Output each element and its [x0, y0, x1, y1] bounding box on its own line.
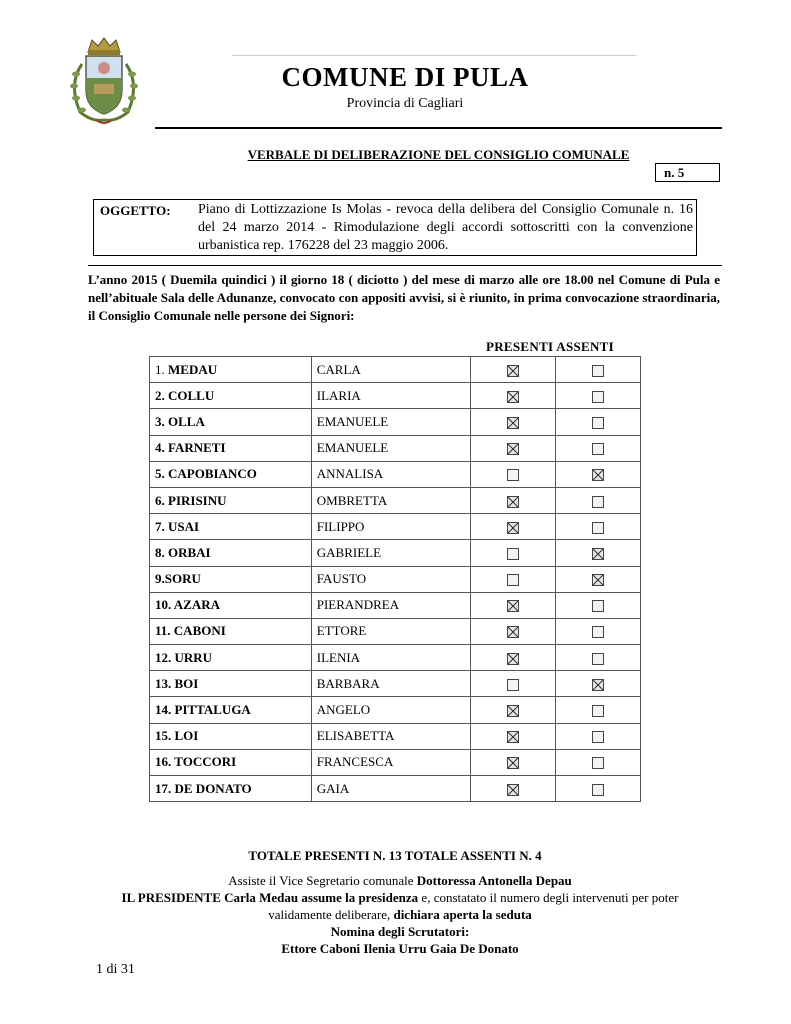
- present-cell: [471, 618, 556, 644]
- councillor-surname: [150, 383, 312, 409]
- absent-cell: [556, 618, 641, 644]
- present-cell: [471, 514, 556, 540]
- present-checkbox[interactable]: [507, 417, 519, 429]
- absent-cell: [556, 383, 641, 409]
- councillor-number: 9.: [155, 571, 165, 587]
- present-cell: [471, 357, 556, 383]
- present-checkbox[interactable]: [507, 784, 519, 796]
- present-checkbox[interactable]: [507, 496, 519, 508]
- absent-checkbox[interactable]: [592, 626, 604, 638]
- absent-checkbox[interactable]: [592, 548, 604, 560]
- surname-text: OLLA: [168, 413, 205, 429]
- surname-text: MEDAU: [168, 361, 218, 377]
- present-cell: [471, 671, 556, 697]
- table-row: [150, 618, 641, 644]
- present-cell: [471, 383, 556, 409]
- document-heading: VERBALE DI DELIBERAZIONE DEL CONSIGLIO COMUNALE: [247, 147, 630, 162]
- table-row: [150, 645, 641, 671]
- absent-cell: [556, 487, 641, 513]
- councillor-firstname: ILARIA: [311, 383, 471, 409]
- table-row: [150, 409, 641, 435]
- present-cell: [471, 540, 556, 566]
- secretary-line: [90, 872, 710, 889]
- councillor-surname: [150, 357, 312, 383]
- present-cell: [471, 566, 556, 592]
- absent-checkbox[interactable]: [592, 443, 604, 455]
- subject-text: Piano di Lottizzazione Is Molas - revoca della delibera del Consiglio Comunale n. 16 del 24 marzo 2014 - Rimodulazione degli accordi sottoscritti con la convenzione urbanistica rep. 176228 del 23 maggio 2006.: [198, 202, 693, 253]
- absent-checkbox[interactable]: [592, 679, 604, 691]
- president-line: [90, 889, 710, 923]
- page-number: 1 di 31: [96, 962, 135, 977]
- absent-cell: [556, 592, 641, 618]
- councillor-number: 12.: [155, 649, 175, 665]
- councillor-number: 14.: [155, 702, 175, 718]
- surname-text: BOI: [174, 675, 199, 691]
- surname-text: USAI: [168, 518, 200, 534]
- surname-text: URRU: [174, 649, 213, 665]
- table-row: [150, 435, 641, 461]
- session-notes: [90, 872, 710, 957]
- absent-cell: [556, 566, 641, 592]
- absent-checkbox[interactable]: [592, 757, 604, 769]
- table-row: [150, 723, 641, 749]
- councillor-firstname: ANGELO: [311, 697, 471, 723]
- table-row: [150, 776, 641, 802]
- councillor-firstname: ANNALISA: [311, 461, 471, 487]
- present-checkbox[interactable]: [507, 548, 519, 560]
- surname-text: ORBAI: [168, 544, 211, 560]
- present-checkbox[interactable]: [507, 653, 519, 665]
- scrutineers-names: Ettore Caboni Ilenia Urru Gaia De Donato: [281, 941, 519, 956]
- absent-checkbox[interactable]: [592, 469, 604, 481]
- councillor-firstname: ETTORE: [311, 618, 471, 644]
- surname-text: DE DONATO: [174, 780, 252, 796]
- councillor-number: 10.: [155, 597, 174, 613]
- present-cell: [471, 645, 556, 671]
- councillor-firstname: EMANUELE: [311, 409, 471, 435]
- absent-checkbox[interactable]: [592, 653, 604, 665]
- surname-text: LOI: [174, 728, 199, 744]
- surname-text: CABONI: [173, 623, 226, 639]
- table-row: [150, 540, 641, 566]
- councillor-surname: [150, 749, 312, 775]
- present-checkbox[interactable]: [507, 757, 519, 769]
- absent-checkbox[interactable]: [592, 391, 604, 403]
- councillor-firstname: GAIA: [311, 776, 471, 802]
- present-checkbox[interactable]: [507, 626, 519, 638]
- table-row: [150, 749, 641, 775]
- secretary-intro: Assiste il Vice Segretario comunale: [228, 873, 417, 888]
- absent-cell: [556, 645, 641, 671]
- councillor-number: 4.: [155, 440, 168, 456]
- councillor-surname: [150, 618, 312, 644]
- table-row: [150, 671, 641, 697]
- present-cell: [471, 487, 556, 513]
- surname-text: TOCCORI: [174, 754, 237, 770]
- councillor-surname: [150, 697, 312, 723]
- councillor-number: 5.: [155, 466, 168, 482]
- province-subtitle: Provincia di Cagliari: [346, 96, 464, 111]
- header-divider: [155, 127, 722, 129]
- absent-checkbox[interactable]: [592, 417, 604, 429]
- councillor-firstname: CARLA: [311, 357, 471, 383]
- councillor-number: 15.: [155, 728, 175, 744]
- intro-paragraph: L’anno 2015 ( Duemila quindici ) il giorno 18 ( diciotto ) del mese di marzo alle ore 18.00 nel Comune di Pula e nell’abituale Sala delle Adunanze, convocato con appositi avvisi, si è riunito, in prima convocazione straordinaria, il Consiglio Comunale nelle persone dei Signori:: [88, 272, 720, 323]
- table-row: [150, 487, 641, 513]
- surname-text: COLLU: [168, 387, 215, 403]
- intro-divider: [88, 265, 722, 266]
- councillor-number: 11.: [155, 623, 174, 639]
- councillor-number: 3.: [155, 413, 168, 429]
- absent-checkbox[interactable]: [592, 522, 604, 534]
- present-checkbox[interactable]: [507, 600, 519, 612]
- absent-cell: [556, 514, 641, 540]
- councillor-firstname: FILIPPO: [311, 514, 471, 540]
- councillor-number: 2.: [155, 387, 168, 403]
- councillor-number: 8.: [155, 544, 168, 560]
- present-checkbox[interactable]: [507, 679, 519, 691]
- present-checkbox[interactable]: [507, 391, 519, 403]
- present-cell: [471, 435, 556, 461]
- surname-text: FARNETI: [168, 440, 226, 456]
- municipality-title: COMUNE DI PULA: [281, 62, 529, 92]
- councillor-number: 17.: [155, 780, 175, 796]
- councillor-firstname: ELISABETTA: [311, 723, 471, 749]
- councillor-surname: [150, 592, 312, 618]
- councillor-surname: [150, 461, 312, 487]
- municipal-crest-icon: [62, 34, 146, 128]
- surname-text: AZARA: [173, 597, 221, 613]
- surname-text: SORU: [164, 571, 201, 587]
- absent-cell: [556, 461, 641, 487]
- surname-text: PITTALUGA: [174, 702, 251, 718]
- absent-cell: [556, 723, 641, 749]
- table-row: [150, 514, 641, 540]
- present-checkbox[interactable]: [507, 469, 519, 481]
- councillor-surname: [150, 723, 312, 749]
- absent-cell: [556, 697, 641, 723]
- table-row: [150, 697, 641, 723]
- deliberation-number: n. 5: [655, 163, 720, 182]
- councillor-surname: [150, 409, 312, 435]
- absent-cell: [556, 671, 641, 697]
- present-checkbox[interactable]: [507, 365, 519, 377]
- councillor-surname: [150, 776, 312, 802]
- top-divider: [232, 55, 636, 56]
- councillor-number: 6.: [155, 492, 168, 508]
- subject-label: OGGETTO:: [100, 203, 171, 218]
- surname-text: CAPOBIANCO: [168, 466, 257, 482]
- absent-checkbox[interactable]: [592, 365, 604, 377]
- councillor-surname: [150, 540, 312, 566]
- table-row: [150, 461, 641, 487]
- present-checkbox[interactable]: [507, 705, 519, 717]
- attendance-totals: TOTALE PRESENTI N. 13 TOTALE ASSENTI N. 4: [248, 848, 542, 863]
- councillor-surname: [150, 645, 312, 671]
- councillor-number: 16.: [155, 754, 175, 770]
- councillor-surname: [150, 566, 312, 592]
- councillor-firstname: ILENIA: [311, 645, 471, 671]
- table-row: [150, 357, 641, 383]
- secretary-name: Dottoressa Antonella Depau: [416, 873, 572, 888]
- attendance-table: [149, 356, 641, 802]
- table-row: [150, 592, 641, 618]
- absent-cell: [556, 540, 641, 566]
- session-opened: dichiara aperta la seduta: [393, 907, 532, 922]
- present-cell: [471, 697, 556, 723]
- absent-checkbox[interactable]: [592, 784, 604, 796]
- councillor-firstname: GABRIELE: [311, 540, 471, 566]
- absent-checkbox[interactable]: [592, 574, 604, 586]
- present-checkbox[interactable]: [507, 443, 519, 455]
- councillor-firstname: PIERANDREA: [311, 592, 471, 618]
- absent-cell: [556, 749, 641, 775]
- attendance-column-headers: PRESENTI ASSENTI: [486, 339, 614, 354]
- table-row: [150, 566, 641, 592]
- councillor-surname: [150, 514, 312, 540]
- present-checkbox[interactable]: [507, 731, 519, 743]
- scrutineers-heading: Nomina degli Scrutatori:: [330, 924, 470, 939]
- absent-cell: [556, 435, 641, 461]
- quorum-statement: e, constatato il numero degli intervenuti per poter validamente deliberare,: [268, 890, 679, 922]
- present-cell: [471, 776, 556, 802]
- councillor-number: 1.: [155, 361, 168, 377]
- councillor-firstname: BARBARA: [311, 671, 471, 697]
- absent-cell: [556, 776, 641, 802]
- table-row: [150, 383, 641, 409]
- present-checkbox[interactable]: [507, 574, 519, 586]
- councillor-firstname: FRANCESCA: [311, 749, 471, 775]
- surname-text: PIRISINU: [168, 492, 227, 508]
- councillor-number: 13.: [155, 675, 175, 691]
- councillor-number: 7.: [155, 518, 168, 534]
- councillor-surname: [150, 671, 312, 697]
- absent-checkbox[interactable]: [592, 731, 604, 743]
- present-cell: [471, 723, 556, 749]
- councillor-surname: [150, 435, 312, 461]
- absent-checkbox[interactable]: [592, 705, 604, 717]
- councillor-surname: [150, 487, 312, 513]
- councillor-firstname: FAUSTO: [311, 566, 471, 592]
- present-cell: [471, 461, 556, 487]
- absent-cell: [556, 409, 641, 435]
- present-cell: [471, 749, 556, 775]
- present-cell: [471, 409, 556, 435]
- councillor-firstname: OMBRETTA: [311, 487, 471, 513]
- present-cell: [471, 592, 556, 618]
- absent-checkbox[interactable]: [592, 600, 604, 612]
- councillor-firstname: EMANUELE: [311, 435, 471, 461]
- president-statement: IL PRESIDENTE Carla Medau assume la presidenza: [121, 890, 419, 905]
- absent-checkbox[interactable]: [592, 496, 604, 508]
- absent-cell: [556, 357, 641, 383]
- present-checkbox[interactable]: [507, 522, 519, 534]
- subject-box: [93, 199, 697, 256]
